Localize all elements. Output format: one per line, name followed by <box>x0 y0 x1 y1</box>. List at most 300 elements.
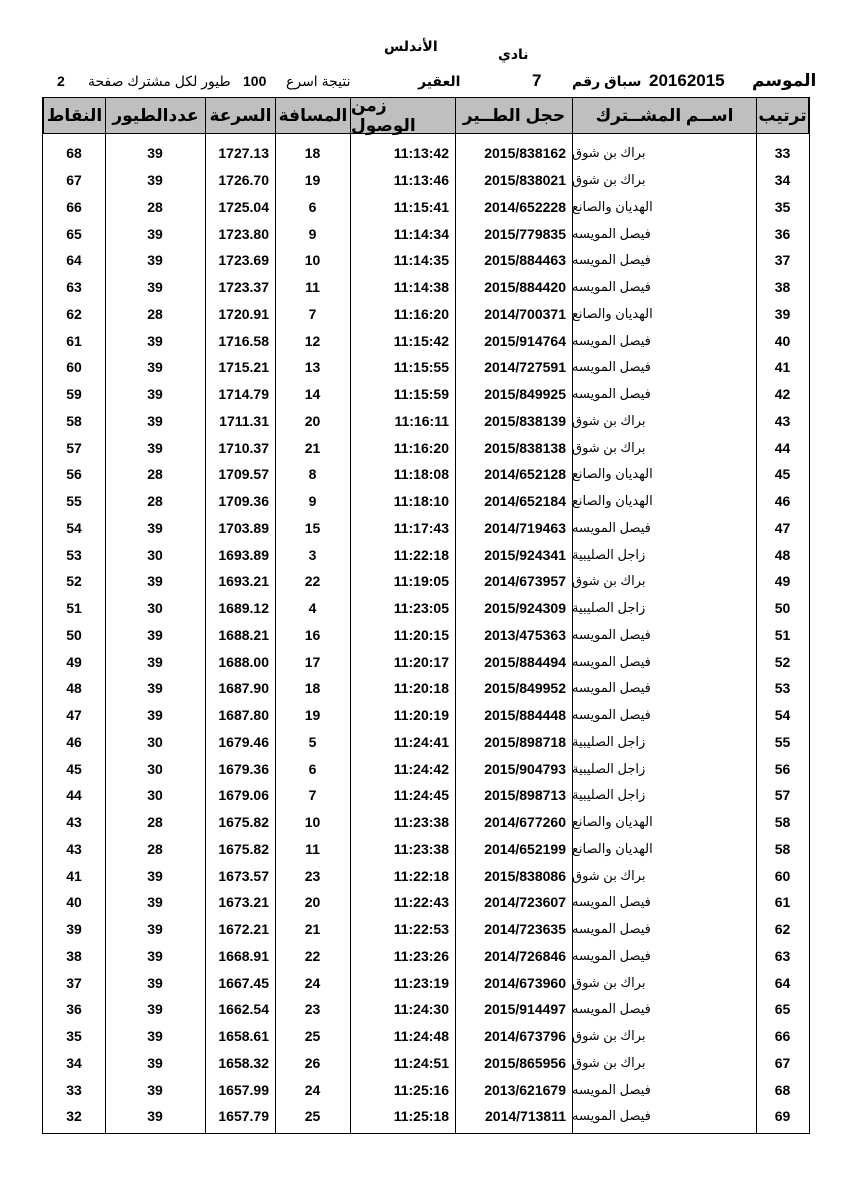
table-row <box>43 862 809 889</box>
cell-ring: 2015/884420 <box>484 279 566 296</box>
cell-arrival: 11:24:48 <box>393 1028 449 1045</box>
cell-rank: 33 <box>774 145 791 162</box>
cell-birds: 39 <box>147 386 163 403</box>
col-header-birds: عددالطيور <box>105 97 206 134</box>
cell-member: زاجل الصليبية <box>572 733 646 749</box>
cell-rank: 54 <box>774 707 791 724</box>
table-row <box>43 167 809 194</box>
cell-rank: 53 <box>774 680 791 697</box>
cell-arrival: 11:23:19 <box>393 974 449 991</box>
table-row <box>43 408 809 435</box>
cell-speed: 1662.54 <box>218 1001 269 1018</box>
cell-ring: 2015/838021 <box>484 172 566 189</box>
cell-ring: 2014/652184 <box>484 493 566 510</box>
cell-distance: 18 <box>304 145 321 162</box>
cell-ring: 2015/884448 <box>484 707 566 724</box>
cell-rank: 67 <box>774 1054 791 1071</box>
cell-speed: 1723.37 <box>218 279 269 296</box>
col-header-points: النقاط <box>43 97 106 134</box>
page-number: 2 <box>57 73 65 89</box>
table-row <box>43 595 809 622</box>
cell-member: فيصل المويسه <box>572 279 651 295</box>
cell-member: الهديان والصانع <box>572 305 653 321</box>
cell-member: فيصل المويسه <box>572 1001 651 1017</box>
cell-birds: 39 <box>147 894 163 911</box>
cell-birds: 39 <box>147 1001 163 1018</box>
cell-arrival: 11:24:30 <box>393 1001 449 1018</box>
cell-speed: 1657.99 <box>218 1081 269 1098</box>
cell-arrival: 11:22:18 <box>393 867 449 884</box>
table-row <box>43 1023 809 1050</box>
cell-birds: 39 <box>147 867 163 884</box>
cell-arrival: 11:13:42 <box>393 145 449 162</box>
cell-speed: 1657.79 <box>218 1108 269 1125</box>
cell-distance: 4 <box>308 600 317 617</box>
cell-member: براك بن شوق <box>572 439 646 455</box>
cell-speed: 1687.90 <box>218 680 269 697</box>
cell-member: براك بن شوق <box>572 412 646 428</box>
cell-rank: 39 <box>774 305 791 322</box>
cell-member: فيصل المويسه <box>572 332 651 348</box>
cell-arrival: 11:20:18 <box>393 680 449 697</box>
cell-distance: 22 <box>304 947 321 964</box>
cell-ring: 2014/719463 <box>484 519 566 536</box>
cell-speed: 1679.46 <box>218 733 269 750</box>
club-name: الأندلس <box>384 38 438 54</box>
cell-speed: 1710.37 <box>218 439 269 456</box>
cell-birds: 39 <box>147 172 163 189</box>
cell-points: 34 <box>66 1054 82 1071</box>
cell-distance: 14 <box>304 386 321 403</box>
cell-points: 37 <box>66 974 82 991</box>
cell-birds: 39 <box>147 332 163 349</box>
table-row <box>43 381 809 408</box>
cell-speed: 1658.32 <box>218 1054 269 1071</box>
table-row <box>43 969 809 996</box>
cell-points: 36 <box>66 1001 82 1018</box>
cell-arrival: 11:23:38 <box>393 840 449 857</box>
cell-distance: 20 <box>304 412 321 429</box>
cell-speed: 1679.06 <box>218 787 269 804</box>
cell-member: فيصل المويسه <box>572 626 651 642</box>
cell-ring: 2014/673796 <box>484 1028 566 1045</box>
cell-ring: 2015/779835 <box>484 225 566 242</box>
cell-member: براك بن شوق <box>572 145 646 161</box>
cell-distance: 10 <box>304 252 321 269</box>
cell-distance: 23 <box>304 1001 321 1018</box>
cell-rank: 37 <box>774 252 791 269</box>
cell-points: 62 <box>66 305 82 322</box>
cell-arrival: 11:25:16 <box>393 1081 449 1098</box>
cell-speed: 1715.21 <box>218 359 269 376</box>
cell-arrival: 11:15:42 <box>393 332 449 349</box>
cell-distance: 10 <box>304 814 321 831</box>
cell-birds: 28 <box>147 493 163 510</box>
col-header-rank: ترتيب <box>756 97 809 134</box>
cell-birds: 39 <box>147 1028 163 1045</box>
cell-points: 58 <box>66 412 82 429</box>
cell-speed: 1688.00 <box>218 653 269 670</box>
cell-arrival: 11:24:41 <box>393 733 449 750</box>
cell-ring: 2015/838139 <box>484 412 566 429</box>
cell-points: 45 <box>66 760 82 777</box>
cell-distance: 25 <box>304 1108 321 1125</box>
cell-speed: 1673.57 <box>218 867 269 884</box>
cell-distance: 7 <box>308 305 317 322</box>
cell-speed: 1709.57 <box>218 466 269 483</box>
cell-arrival: 11:20:17 <box>393 653 449 670</box>
table-row <box>43 327 809 354</box>
table-row <box>43 220 809 247</box>
cell-distance: 3 <box>308 546 317 563</box>
table-row <box>43 943 809 970</box>
cell-member: فيصل المويسه <box>572 386 651 402</box>
table-row <box>43 755 809 782</box>
table-row <box>43 729 809 756</box>
cell-points: 63 <box>66 279 82 296</box>
cell-distance: 18 <box>304 680 321 697</box>
cell-member: فيصل المويسه <box>572 921 651 937</box>
cell-points: 50 <box>66 626 82 643</box>
cell-distance: 5 <box>308 733 317 750</box>
cell-arrival: 11:15:41 <box>393 198 449 215</box>
cell-points: 32 <box>66 1108 82 1125</box>
cell-member: فيصل المويسه <box>572 359 651 375</box>
race-label: سباق رقم <box>572 73 642 89</box>
cell-arrival: 11:15:59 <box>393 386 449 403</box>
cell-birds: 39 <box>147 145 163 162</box>
cell-member: الهديان والصانع <box>572 198 653 214</box>
cell-birds: 28 <box>147 305 163 322</box>
cell-member: الهديان والصانع <box>572 493 653 509</box>
cell-rank: 44 <box>774 439 791 456</box>
cell-rank: 42 <box>774 386 791 403</box>
cell-member: فيصل المويسه <box>572 225 651 241</box>
cell-rank: 55 <box>774 733 791 750</box>
cell-arrival: 11:25:18 <box>393 1108 449 1125</box>
cell-arrival: 11:14:34 <box>393 225 449 242</box>
cell-ring: 2014/673960 <box>484 974 566 991</box>
race-number: 7 <box>532 71 542 90</box>
cell-speed: 1726.70 <box>218 172 269 189</box>
cell-rank: 50 <box>774 600 791 617</box>
cell-distance: 21 <box>304 439 321 456</box>
cell-member: زاجل الصليبية <box>572 760 646 776</box>
cell-rank: 40 <box>774 332 791 349</box>
cell-ring: 2015/904793 <box>484 760 566 777</box>
cell-distance: 9 <box>308 493 317 510</box>
cell-ring: 2015/914764 <box>484 332 566 349</box>
cell-rank: 48 <box>774 546 791 563</box>
cell-distance: 7 <box>308 787 317 804</box>
race-location: العقير <box>418 73 461 89</box>
table-row <box>43 702 809 729</box>
cell-distance: 22 <box>304 573 321 590</box>
cell-ring: 2014/677260 <box>484 814 566 831</box>
cell-member: فيصل المويسه <box>572 680 651 696</box>
table-row <box>43 622 809 649</box>
cell-ring: 2015/924309 <box>484 600 566 617</box>
cell-birds: 28 <box>147 466 163 483</box>
cell-speed: 1667.45 <box>218 974 269 991</box>
cell-distance: 6 <box>308 198 317 215</box>
cell-rank: 36 <box>774 225 791 242</box>
cell-points: 39 <box>66 921 82 938</box>
cell-ring: 2014/700371 <box>484 305 566 322</box>
cell-rank: 64 <box>774 974 791 991</box>
cell-birds: 39 <box>147 412 163 429</box>
cell-ring: 2014/726846 <box>484 947 566 964</box>
cell-distance: 12 <box>304 332 321 349</box>
cell-rank: 62 <box>774 921 791 938</box>
cell-arrival: 11:18:08 <box>393 466 449 483</box>
cell-ring: 2013/475363 <box>484 626 566 643</box>
cell-birds: 39 <box>147 225 163 242</box>
cell-member: فيصل المويسه <box>572 519 651 535</box>
cell-points: 44 <box>66 787 82 804</box>
cell-rank: 69 <box>774 1108 791 1125</box>
cell-speed: 1693.89 <box>218 546 269 563</box>
cell-member: زاجل الصليبية <box>572 600 646 616</box>
cell-speed: 1672.21 <box>218 921 269 938</box>
cell-birds: 30 <box>147 760 163 777</box>
cell-member: براك بن شوق <box>572 573 646 589</box>
cell-arrival: 11:22:18 <box>393 546 449 563</box>
cell-speed: 1727.13 <box>218 145 269 162</box>
table-row <box>43 461 809 488</box>
cell-member: فيصل المويسه <box>572 707 651 723</box>
cell-ring: 2014/713811 <box>485 1108 566 1125</box>
cell-member: زاجل الصليبية <box>572 787 646 803</box>
cell-points: 43 <box>66 840 82 857</box>
cell-member: الهديان والصانع <box>572 814 653 830</box>
table-row <box>43 301 809 328</box>
cell-distance: 24 <box>304 1081 321 1098</box>
table-row <box>43 836 809 863</box>
cell-ring: 2015/898718 <box>484 733 566 750</box>
cell-distance: 20 <box>304 894 321 911</box>
cell-member: فيصل المويسه <box>572 947 651 963</box>
cell-speed: 1720.91 <box>218 305 269 322</box>
table-row <box>43 1103 809 1130</box>
col-header-distance: المسافة <box>275 97 351 134</box>
cell-ring: 2014/652128 <box>484 466 566 483</box>
col-header-ring: حجل الطــير <box>455 97 573 134</box>
per-member-label: طيور لكل مشترك صفحة <box>88 73 231 89</box>
cell-points: 51 <box>66 600 82 617</box>
cell-arrival: 11:16:20 <box>393 439 449 456</box>
cell-birds: 39 <box>147 1108 163 1125</box>
table-row <box>43 568 809 595</box>
cell-rank: 68 <box>774 1081 791 1098</box>
cell-rank: 35 <box>774 198 791 215</box>
cell-birds: 39 <box>147 1054 163 1071</box>
table-row <box>43 675 809 702</box>
cell-ring: 2014/723635 <box>484 921 566 938</box>
cell-ring: 2015/838138 <box>484 439 566 456</box>
cell-member: فيصل المويسه <box>572 252 651 268</box>
cell-arrival: 11:14:38 <box>393 279 449 296</box>
cell-ring: 2015/914497 <box>484 1001 566 1018</box>
cell-ring: 2015/849952 <box>484 680 566 697</box>
fastest-count: 100 <box>243 73 267 89</box>
cell-points: 49 <box>66 653 82 670</box>
cell-points: 65 <box>66 225 82 242</box>
cell-birds: 28 <box>147 840 163 857</box>
cell-member: زاجل الصليبية <box>572 546 646 562</box>
table-row <box>43 809 809 836</box>
cell-arrival: 11:20:15 <box>393 626 449 643</box>
cell-points: 47 <box>66 707 82 724</box>
cell-ring: 2015/898713 <box>484 787 566 804</box>
cell-arrival: 11:18:10 <box>393 493 449 510</box>
cell-member: براك بن شوق <box>572 1028 646 1044</box>
cell-ring: 2014/673957 <box>484 573 566 590</box>
cell-points: 38 <box>66 947 82 964</box>
table-row <box>43 996 809 1023</box>
table-row <box>43 434 809 461</box>
cell-member: براك بن شوق <box>572 1054 646 1070</box>
cell-rank: 38 <box>774 279 791 296</box>
cell-member: براك بن شوق <box>572 867 646 883</box>
table-row <box>43 782 809 809</box>
cell-points: 54 <box>66 519 82 536</box>
cell-arrival: 11:22:43 <box>393 894 449 911</box>
cell-speed: 1716.58 <box>218 332 269 349</box>
cell-arrival: 11:16:20 <box>393 305 449 322</box>
cell-rank: 34 <box>774 172 791 189</box>
cell-rank: 58 <box>774 814 791 831</box>
table-row <box>43 274 809 301</box>
cell-points: 48 <box>66 680 82 697</box>
result-label: نتيجة اسرع <box>286 73 351 89</box>
cell-speed: 1689.12 <box>218 600 269 617</box>
cell-birds: 39 <box>147 439 163 456</box>
cell-rank: 49 <box>774 573 791 590</box>
cell-distance: 24 <box>304 974 321 991</box>
cell-speed: 1673.21 <box>218 894 269 911</box>
cell-birds: 30 <box>147 787 163 804</box>
cell-member: الهديان والصانع <box>572 466 653 482</box>
cell-arrival: 11:15:55 <box>393 359 449 376</box>
cell-birds: 39 <box>147 974 163 991</box>
cell-birds: 39 <box>147 947 163 964</box>
cell-ring: 2014/723607 <box>484 894 566 911</box>
cell-points: 53 <box>66 546 82 563</box>
cell-birds: 39 <box>147 252 163 269</box>
cell-rank: 46 <box>774 493 791 510</box>
cell-arrival: 11:16:11 <box>394 412 449 429</box>
cell-points: 64 <box>66 252 82 269</box>
cell-ring: 2014/652199 <box>484 840 566 857</box>
cell-distance: 15 <box>304 519 321 536</box>
cell-points: 52 <box>66 573 82 590</box>
cell-ring: 2015/884463 <box>484 252 566 269</box>
table-row <box>43 889 809 916</box>
cell-arrival: 11:24:45 <box>393 787 449 804</box>
cell-arrival: 11:23:38 <box>393 814 449 831</box>
cell-ring: 2015/884494 <box>484 653 566 670</box>
cell-points: 68 <box>66 145 82 162</box>
cell-speed: 1714.79 <box>218 386 269 403</box>
cell-birds: 39 <box>147 1081 163 1098</box>
cell-arrival: 11:23:26 <box>393 947 449 964</box>
cell-distance: 23 <box>304 867 321 884</box>
cell-birds: 28 <box>147 814 163 831</box>
cell-speed: 1703.89 <box>218 519 269 536</box>
table-row <box>43 488 809 515</box>
cell-birds: 39 <box>147 653 163 670</box>
cell-ring: 2015/849925 <box>484 386 566 403</box>
cell-arrival: 11:19:05 <box>393 573 449 590</box>
cell-birds: 39 <box>147 921 163 938</box>
cell-speed: 1675.82 <box>218 840 269 857</box>
cell-rank: 52 <box>774 653 791 670</box>
cell-speed: 1687.80 <box>218 707 269 724</box>
cell-birds: 39 <box>147 707 163 724</box>
cell-distance: 11 <box>305 279 320 296</box>
table-row <box>43 140 809 167</box>
cell-birds: 30 <box>147 546 163 563</box>
table-row <box>43 648 809 675</box>
cell-birds: 39 <box>147 359 163 376</box>
cell-rank: 57 <box>774 787 791 804</box>
cell-distance: 8 <box>308 466 317 483</box>
cell-rank: 56 <box>774 760 791 777</box>
cell-distance: 19 <box>304 707 321 724</box>
club-label: نادي <box>498 46 529 62</box>
col-header-speed: السرعة <box>205 97 276 134</box>
cell-ring: 2014/652228 <box>484 198 566 215</box>
cell-birds: 39 <box>147 573 163 590</box>
results-table <box>42 97 810 1134</box>
table-row <box>43 541 809 568</box>
season-value: 20162015 <box>649 71 725 90</box>
cell-birds: 28 <box>147 198 163 215</box>
cell-ring: 2013/621679 <box>484 1081 566 1098</box>
cell-points: 55 <box>66 493 82 510</box>
cell-speed: 1679.36 <box>218 760 269 777</box>
cell-distance: 19 <box>304 172 321 189</box>
cell-rank: 66 <box>774 1028 791 1045</box>
cell-points: 46 <box>66 733 82 750</box>
cell-birds: 39 <box>147 626 163 643</box>
cell-points: 56 <box>66 466 82 483</box>
cell-arrival: 11:20:19 <box>393 707 449 724</box>
cell-speed: 1709.36 <box>218 493 269 510</box>
cell-points: 59 <box>66 386 82 403</box>
cell-birds: 30 <box>147 600 163 617</box>
cell-arrival: 11:24:42 <box>393 760 449 777</box>
cell-ring: 2015/838162 <box>484 145 566 162</box>
cell-speed: 1688.21 <box>218 626 269 643</box>
cell-ring: 2015/924341 <box>484 546 566 563</box>
cell-points: 43 <box>66 814 82 831</box>
cell-speed: 1675.82 <box>218 814 269 831</box>
cell-ring: 2014/727591 <box>484 359 566 376</box>
cell-distance: 21 <box>304 921 321 938</box>
cell-speed: 1668.91 <box>218 947 269 964</box>
cell-rank: 43 <box>774 412 791 429</box>
table-row <box>43 194 809 221</box>
table-row <box>43 916 809 943</box>
cell-distance: 11 <box>305 840 320 857</box>
cell-birds: 39 <box>147 519 163 536</box>
cell-birds: 30 <box>147 733 163 750</box>
cell-points: 61 <box>66 332 82 349</box>
col-header-arrival: زمن الوصول <box>350 97 456 134</box>
cell-distance: 26 <box>304 1054 321 1071</box>
